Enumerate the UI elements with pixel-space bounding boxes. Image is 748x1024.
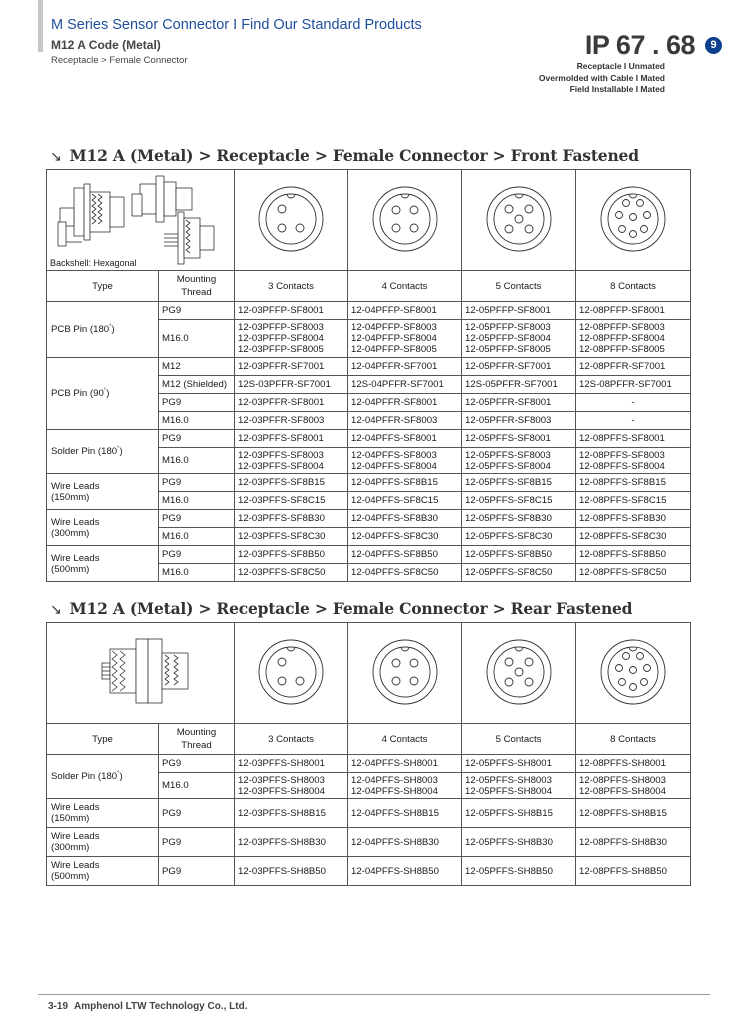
mounting-thread-cell: M16.0: [159, 528, 235, 546]
part-number-5-contacts: 12-05PFFS-SF8001: [462, 430, 576, 448]
breadcrumb: Receptacle > Female Connector: [51, 55, 188, 66]
part-number-8-contacts: 12-08PFFS-SF8001: [576, 430, 691, 448]
column-header-type: Type: [47, 271, 159, 302]
page-subtitle: M12 A Code (Metal): [51, 38, 161, 52]
part-number-3-contacts: 12-03PFFS-SF8C30: [235, 528, 348, 546]
row-type-label: PCB Pin (180°): [47, 302, 159, 358]
ip-rating-notes: [539, 61, 665, 96]
front-fastened-connector-drawing: [48, 170, 234, 267]
degree-symbol: °: [109, 324, 112, 330]
part-number-8-contacts: 12S-08PFFR-SF7001: [576, 376, 691, 394]
part-number-5-contacts: 12-05PFFP-SF8003 12-05PFFP-SF8004 12-05PFFP-SF8005: [462, 320, 576, 358]
ip-note: Overmolded with Cable I Mated: [538, 72, 665, 83]
product-table-rear-fastened: [46, 622, 691, 886]
part-number-3-contacts: 12-03PFFS-SF8001: [235, 430, 348, 448]
row-type-label: Wire Leads (300mm): [47, 510, 159, 546]
part-number-5-contacts: 12-05PFFP-SF8001: [462, 302, 576, 320]
part-number-5-contacts: 12-05PFFR-SF8001: [462, 394, 576, 412]
mounting-thread-cell: PG9: [159, 546, 235, 564]
table-row: [47, 546, 691, 564]
part-number-3-contacts: 12-03PFFS-SF8C50: [235, 564, 348, 582]
part-number-3-contacts: 12-03PFFS-SH8001: [235, 755, 348, 773]
part-number-4-contacts: 12-04PFFS-SF8C15: [348, 492, 462, 510]
column-header-4-contacts: 4 Contacts: [348, 271, 462, 302]
part-number-8-contacts: 12-08PFFS-SH8001: [576, 755, 691, 773]
pinout-8-contacts: [576, 170, 691, 271]
part-number-5-contacts: 12-05PFFS-SH8003 12-05PFFS-SH8004: [462, 773, 576, 799]
part-number-4-contacts: 12-04PFFS-SH8B30: [348, 828, 462, 857]
part-number-4-contacts: 12-04PFFS-SF8C50: [348, 564, 462, 582]
page-number: 3-19: [48, 1001, 69, 1012]
part-number-4-contacts: 12-04PFFS-SH8B15: [348, 799, 462, 828]
column-header-5-contacts: 5 Contacts: [462, 724, 576, 755]
table-row: [47, 510, 691, 528]
page-title: M Series Sensor Connector I Find Our Standard Products: [51, 17, 422, 33]
part-number-4-contacts: 12-04PFFS-SF8C30: [348, 528, 462, 546]
part-number-3-contacts: 12S-03PFFR-SF7001: [235, 376, 348, 394]
product-image-cell: [47, 623, 235, 724]
part-number-3-contacts: 12-03PFFS-SF8B50: [235, 546, 348, 564]
part-number-8-contacts: 12-08PFFS-SF8003 12-08PFFS-SF8004: [576, 448, 691, 474]
part-number-8-contacts: 12-08PFFS-SF8C50: [576, 564, 691, 582]
part-number-5-contacts: 12-05PFFR-SF7001: [462, 358, 576, 376]
part-number-4-contacts: 12-04PFFS-SH8001: [348, 755, 462, 773]
product-table-front-fastened: [46, 169, 691, 582]
section-arrow-icon: ↘: [50, 602, 62, 618]
table-row: [47, 828, 691, 857]
mounting-thread-cell: PG9: [159, 430, 235, 448]
5-pin-face-icon: [484, 184, 554, 254]
part-number-8-contacts: 12-08PFFS-SF8B15: [576, 474, 691, 492]
mounting-thread-cell: PG9: [159, 828, 235, 857]
part-number-8-contacts: 12-08PFFS-SH8003 12-08PFFS-SH8004: [576, 773, 691, 799]
table-row: [47, 302, 691, 320]
part-number-8-contacts: 12-08PFFS-SH8B15: [576, 799, 691, 828]
column-header-type: Type: [47, 724, 159, 755]
part-number-5-contacts: 12-05PFFS-SF8B50: [462, 546, 576, 564]
part-number-5-contacts: 12S-05PFFR-SF7001: [462, 376, 576, 394]
mounting-thread-cell: M16.0: [159, 412, 235, 430]
part-number-4-contacts: 12-04PFFS-SF8B30: [348, 510, 462, 528]
4-pin-face-icon: [370, 184, 440, 254]
mounting-thread-cell: PG9: [159, 510, 235, 528]
part-number-5-contacts: 12-05PFFS-SH8B30: [462, 828, 576, 857]
footer-divider: [38, 994, 710, 995]
table-body: [47, 302, 691, 582]
degree-symbol: °: [117, 771, 120, 777]
part-number-4-contacts: 12-04PFFS-SH8B50: [348, 857, 462, 886]
part-number-5-contacts: 12-05PFFS-SF8003 12-05PFFS-SF8004: [462, 448, 576, 474]
part-number-3-contacts: 12-03PFFS-SH8B50: [235, 857, 348, 886]
pinout-5-contacts: [462, 623, 576, 724]
table-row: [47, 857, 691, 886]
part-number-3-contacts: 12-03PFFR-SF8003: [235, 412, 348, 430]
part-number-8-contacts: 12-08PFFP-SF8003 12-08PFFP-SF8004 12-08PFFP-SF8005: [576, 320, 691, 358]
part-number-4-contacts: 12-04PFFR-SF7001: [348, 358, 462, 376]
part-number-4-contacts: 12-04PFFS-SF8003 12-04PFFS-SF8004: [348, 448, 462, 474]
column-header-8-contacts: 8 Contacts: [576, 271, 691, 302]
column-header-4-contacts: 4 Contacts: [348, 724, 462, 755]
mounting-thread-cell: M12 (Shielded): [159, 376, 235, 394]
part-number-8-contacts: 12-08PFFS-SF8B50: [576, 546, 691, 564]
part-number-4-contacts: 12-04PFFR-SF8001: [348, 394, 462, 412]
mounting-thread-cell: PG9: [159, 302, 235, 320]
ip-rating-block: [584, 30, 717, 61]
part-number-5-contacts: 12-05PFFS-SF8C50: [462, 564, 576, 582]
pinout-5-contacts: [462, 170, 576, 271]
part-number-8-contacts: 12-08PFFS-SH8B30: [576, 828, 691, 857]
table-body: [47, 755, 691, 886]
part-number-5-contacts: 12-05PFFS-SF8B30: [462, 510, 576, 528]
part-number-8-contacts: -: [576, 394, 691, 412]
part-number-4-contacts: 12-04PFFS-SF8B15: [348, 474, 462, 492]
mounting-thread-cell: M16.0: [159, 448, 235, 474]
table-row: [47, 755, 691, 773]
mounting-thread-cell: PG9: [159, 799, 235, 828]
ip-note: Field Installable I Mated: [569, 84, 665, 94]
part-number-3-contacts: 12-03PFFS-SH8B15: [235, 799, 348, 828]
row-type-label: Wire Leads (500mm): [47, 546, 159, 582]
part-number-8-contacts: -: [576, 412, 691, 430]
mounting-thread-cell: PG9: [159, 474, 235, 492]
part-number-4-contacts: 12-04PFFR-SF8003: [348, 412, 462, 430]
part-number-5-contacts: 12-05PFFS-SF8C30: [462, 528, 576, 546]
mounting-thread-cell: M16.0: [159, 564, 235, 582]
footer: [48, 1001, 248, 1012]
part-number-3-contacts: 12-03PFFS-SF8B30: [235, 510, 348, 528]
part-number-3-contacts: 12-03PFFP-SF8001: [235, 302, 348, 320]
section-title-text: M12 A (Metal) > Receptacle > Female Connector > Front Fastened: [69, 146, 639, 165]
part-number-4-contacts: 12-04PFFS-SH8003 12-04PFFS-SH8004: [348, 773, 462, 799]
part-number-3-contacts: 12-03PFFS-SF8B15: [235, 474, 348, 492]
part-number-3-contacts: 12-03PFFS-SF8003 12-03PFFS-SF8004: [235, 448, 348, 474]
3-pin-face-icon: [256, 637, 326, 707]
ip-rating: IP 67 . 68: [584, 30, 695, 60]
table-row: [47, 358, 691, 376]
mounting-thread-cell: PG9: [159, 857, 235, 886]
part-number-4-contacts: 12-04PFFP-SF8001: [348, 302, 462, 320]
row-type-label: Wire Leads (500mm): [47, 857, 159, 886]
pinout-8-contacts: [576, 623, 691, 724]
part-number-8-contacts: 12-08PFFP-SF8001: [576, 302, 691, 320]
row-type-label: Wire Leads (300mm): [47, 828, 159, 857]
column-header-mounting-thread: Mounting Thread: [159, 724, 235, 755]
part-number-5-contacts: 12-05PFFS-SH8001: [462, 755, 576, 773]
ip-note: Receptacle I Unmated: [576, 61, 665, 71]
part-number-5-contacts: 12-05PFFR-SF8003: [462, 412, 576, 430]
page-badge: 9: [705, 37, 722, 54]
pinout-4-contacts: [348, 170, 462, 271]
mounting-thread-cell: M16.0: [159, 320, 235, 358]
mounting-thread-cell: PG9: [159, 755, 235, 773]
row-type-label: PCB Pin (90°): [47, 358, 159, 430]
product-image-cell: [47, 170, 235, 271]
table-row: [47, 430, 691, 448]
3-pin-face-icon: [256, 184, 326, 254]
part-number-8-contacts: 12-08PFFR-SF7001: [576, 358, 691, 376]
part-number-4-contacts: 12S-04PFFR-SF7001: [348, 376, 462, 394]
row-type-label: Wire Leads (150mm): [47, 474, 159, 510]
8-pin-face-icon: [598, 184, 668, 254]
part-number-3-contacts: 12-03PFFS-SH8003 12-03PFFS-SH8004: [235, 773, 348, 799]
4-pin-face-icon: [370, 637, 440, 707]
header-accent-bar: [38, 0, 43, 52]
column-header-8-contacts: 8 Contacts: [576, 724, 691, 755]
part-number-4-contacts: 12-04PFFP-SF8003 12-04PFFP-SF8004 12-04PFFP-SF8005: [348, 320, 462, 358]
mounting-thread-cell: PG9: [159, 394, 235, 412]
pinout-3-contacts: [235, 170, 348, 271]
part-number-8-contacts: 12-08PFFS-SF8C30: [576, 528, 691, 546]
section-title-front-fastened: [50, 146, 639, 165]
part-number-5-contacts: 12-05PFFS-SH8B15: [462, 799, 576, 828]
mounting-thread-cell: M12: [159, 358, 235, 376]
section-title-rear-fastened: [50, 599, 632, 618]
table-row: [47, 799, 691, 828]
backshell-caption: Backshell: Hexagonal: [50, 258, 137, 268]
degree-symbol: °: [117, 446, 120, 452]
part-number-8-contacts: 12-08PFFS-SF8B30: [576, 510, 691, 528]
part-number-5-contacts: 12-05PFFS-SF8B15: [462, 474, 576, 492]
row-type-label: Solder Pin (180°): [47, 430, 159, 474]
part-number-4-contacts: 12-04PFFS-SF8B50: [348, 546, 462, 564]
degree-symbol: °: [103, 388, 107, 394]
part-number-3-contacts: 12-03PFFR-SF7001: [235, 358, 348, 376]
mounting-thread-cell: M16.0: [159, 492, 235, 510]
part-number-8-contacts: 12-08PFFS-SF8C15: [576, 492, 691, 510]
8-pin-face-icon: [598, 637, 668, 707]
part-number-5-contacts: 12-05PFFS-SH8B50: [462, 857, 576, 886]
part-number-3-contacts: 12-03PFFS-SF8C15: [235, 492, 348, 510]
row-type-label: Solder Pin (180°): [47, 755, 159, 799]
company-name: Amphenol LTW Technology Co., Ltd.: [74, 1001, 248, 1012]
row-type-label: Wire Leads (150mm): [47, 799, 159, 828]
column-header-5-contacts: 5 Contacts: [462, 271, 576, 302]
table-row: [47, 474, 691, 492]
column-header-3-contacts: 3 Contacts: [235, 271, 348, 302]
part-number-3-contacts: 12-03PFFP-SF8003 12-03PFFP-SF8004 12-03PFFP-SF8005: [235, 320, 348, 358]
mounting-thread-cell: M16.0: [159, 773, 235, 799]
pinout-3-contacts: [235, 623, 348, 724]
5-pin-face-icon: [484, 637, 554, 707]
rear-fastened-connector-drawing: [48, 623, 234, 720]
section-title-text: M12 A (Metal) > Receptacle > Female Connector > Rear Fastened: [69, 599, 633, 618]
column-header-mounting-thread: Mounting Thread: [159, 271, 235, 302]
section-arrow-icon: ↘: [50, 149, 62, 165]
part-number-8-contacts: 12-08PFFS-SH8B50: [576, 857, 691, 886]
part-number-3-contacts: 12-03PFFS-SH8B30: [235, 828, 348, 857]
part-number-4-contacts: 12-04PFFS-SF8001: [348, 430, 462, 448]
part-number-5-contacts: 12-05PFFS-SF8C15: [462, 492, 576, 510]
column-header-3-contacts: 3 Contacts: [235, 724, 348, 755]
part-number-3-contacts: 12-03PFFR-SF8001: [235, 394, 348, 412]
pinout-4-contacts: [348, 623, 462, 724]
